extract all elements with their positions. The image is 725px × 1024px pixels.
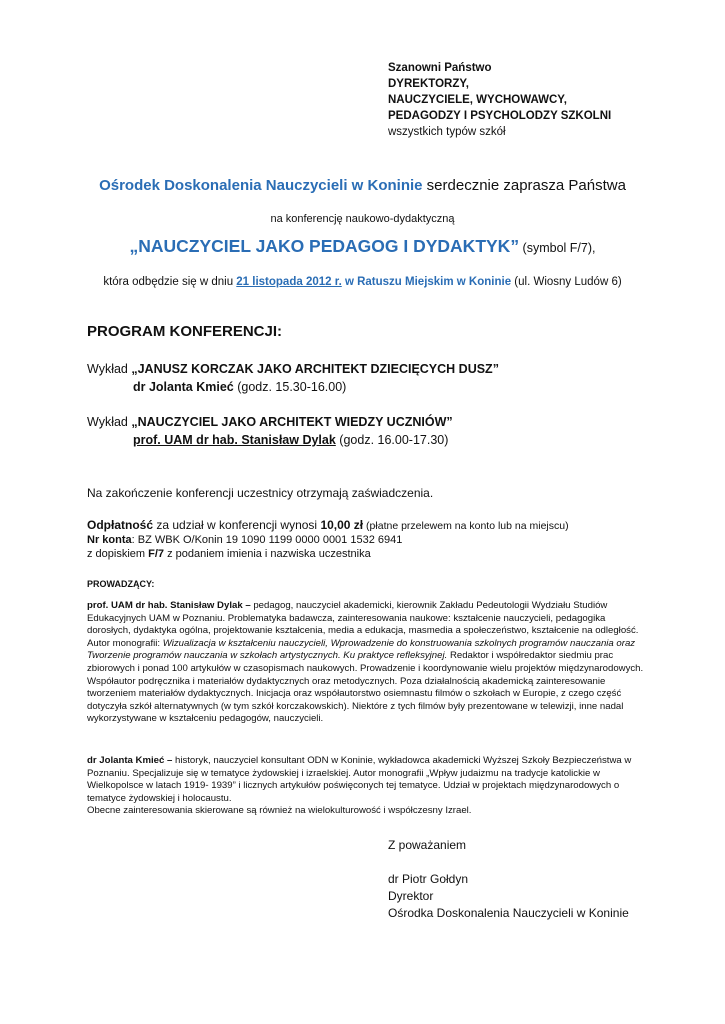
lecture-time: (godz. 15.30-16.00) bbox=[233, 380, 347, 394]
reference-pre: z dopiskiem bbox=[87, 548, 149, 560]
recipient-schools: wszystkich typów szkół bbox=[388, 126, 506, 138]
recipient-pedagogues: PEDAGODZY I PSYCHOLODZY SZKOLNI bbox=[388, 110, 612, 122]
signatory-name: dr Piotr Gołdyn bbox=[388, 872, 469, 886]
organizer-name: Ośrodek Doskonalenia Nauczycieli w Koninie bbox=[99, 177, 423, 194]
host-bio-text: Obecne zainteresowania skierowane są również na wielokulturowość i współczesny Izrael. bbox=[87, 805, 472, 817]
reference-code: F/7 bbox=[148, 548, 165, 560]
conference-date: 21 listopada 2012 r. bbox=[236, 276, 342, 288]
invitation-text: serdecznie zaprasza Państwa bbox=[422, 177, 626, 194]
recipients-block bbox=[388, 60, 611, 140]
lecture-speaker: prof. UAM dr hab. Stanisław Dylak bbox=[133, 433, 336, 447]
reference-post: z podaniem imienia i nazwiska uczestnika bbox=[164, 548, 371, 560]
lecture-time: (godz. 16.00-17.30) bbox=[335, 433, 449, 447]
recipient-teachers: NAUCZYCIELE, WYCHOWAWCY, bbox=[388, 94, 567, 106]
lecture-item bbox=[87, 360, 499, 396]
conference-title: „NAUCZYCIEL JAKO PEDAGOG I DYDAKTYK” bbox=[129, 236, 520, 256]
payment-note: (płatne przelewem na konto lub na miejscu) bbox=[363, 520, 569, 532]
recipient-directors: DYREKTORZY, bbox=[388, 78, 469, 90]
host-works: Wizualizacja w kształceniu nauczycieli, Wprowadzenie do konstruowania szkolnych programów nauczania oraz Tworzenie programów nauczania w szkołach artystycznych. Ku praktyce refleksyjnej. bbox=[87, 637, 636, 662]
date-intro: która odbędzie się w dniu bbox=[103, 276, 237, 288]
payment-text: za udział w konferencji wynosi bbox=[153, 518, 321, 532]
conference-symbol: (symbol F/7), bbox=[519, 241, 596, 255]
account-label: Nr konta bbox=[87, 534, 132, 546]
certificates-note: Na zakończenie konferencji uczestnicy otrzymają zaświadczenia. bbox=[87, 486, 434, 500]
lecture-prefix: Wykład bbox=[87, 415, 132, 429]
host-bio bbox=[87, 600, 647, 726]
conference-venue: w Ratuszu Miejskim w Koninie bbox=[341, 276, 512, 288]
hosts-heading: PROWADZĄCY: bbox=[87, 579, 155, 589]
signoff: Z poważaniem bbox=[388, 838, 467, 852]
host-bio bbox=[87, 755, 647, 818]
signature-block bbox=[388, 871, 629, 922]
conference-type: na konferencję naukowo-dydaktyczną bbox=[270, 213, 455, 225]
lecture-item bbox=[87, 413, 453, 449]
salutation: Szanowni Państwo bbox=[388, 62, 492, 74]
host-name: dr Jolanta Kmieć – bbox=[87, 755, 173, 766]
signatory-org: Ośrodka Doskonalenia Nauczycieli w Koninie bbox=[388, 906, 629, 920]
account-number: : BZ WBK O/Konin 19 1090 1199 0000 0001 1532 6941 bbox=[131, 534, 403, 546]
host-bio-text: historyk, nauczyciel konsultant ODN w Koninie, wykładowca akademicki Wyższej Szkoły Bezpieczeństwa w Poznaniu. Specjalizuje się w tematyce żydowskiej i izraelskiej. Autor monografii „Wpływ judaizmu na tradycje katolickie w Wielkopolsce w latach 1919- 1939” i licznych artykułów poświęconych tej tematyce. Udział w projektach międzynarodowych o tematyce żydowskiej i holocaustu. bbox=[87, 755, 632, 804]
signatory-role: Dyrektor bbox=[388, 889, 434, 903]
payment-label: Odpłatność bbox=[87, 518, 154, 532]
invitation-line bbox=[0, 177, 725, 194]
lecture-prefix: Wykład bbox=[87, 362, 132, 376]
lecture-title: „NAUCZYCIEL JAKO ARCHITEKT WIEDZY UCZNIÓW” bbox=[131, 415, 453, 429]
conference-address: (ul. Wiosny Ludów 6) bbox=[511, 276, 622, 288]
host-name: prof. UAM dr hab. Stanisław Dylak – bbox=[87, 600, 251, 611]
payment-block bbox=[87, 518, 569, 561]
lecture-speaker: dr Jolanta Kmieć bbox=[133, 380, 234, 394]
host-bio-text: Redaktor i współredaktor siedmiu prac zbiorowych i ponad 100 artykułów w czasopismach naukowych. Prowadzenie i koordynowanie wielu projektów międzynarodowych. Współautor podręcznika i materiałów dydaktycznych oraz metodycznych. Poza działalnością akademicką zainteresowanie tworzeniem materiałów dydaktycznych. Inicjacja oraz współautorstwo osiemnastu filmów o szkołach w Europie, z czego część dotyczyła szkół alternatywnych (w tym szkół korczakowskich). Niektóre z tych filmów były prezentowane w telewizji, inne nadal wykorzystywane w kształceniu pedagogów, nauczycieli. bbox=[87, 650, 644, 725]
program-heading: PROGRAM KONFERENCJI: bbox=[87, 323, 283, 340]
lecture-title: „JANUSZ KORCZAK JAKO ARCHITEKT DZIECIĘCYCH DUSZ” bbox=[131, 362, 499, 376]
payment-amount: 10,00 zł bbox=[320, 518, 364, 532]
conference-title-line bbox=[0, 236, 725, 257]
host-bio-text: pedagog, nauczyciel akademicki, kierownik Zakładu Pedeutologii Wydziału Studiów Edukacyjnych UAM w Poznaniu. Problematyka badawcza, zainteresowania naukowe: kształcenie nauczycieli, pedagogika dorosłych, dydaktyka ogólna, projektowanie kształcenia, media a edukacja, masmedia a społeczeństwo, kształcenie na odległość. Autor monografii: bbox=[87, 600, 639, 649]
date-venue-line bbox=[0, 276, 725, 288]
